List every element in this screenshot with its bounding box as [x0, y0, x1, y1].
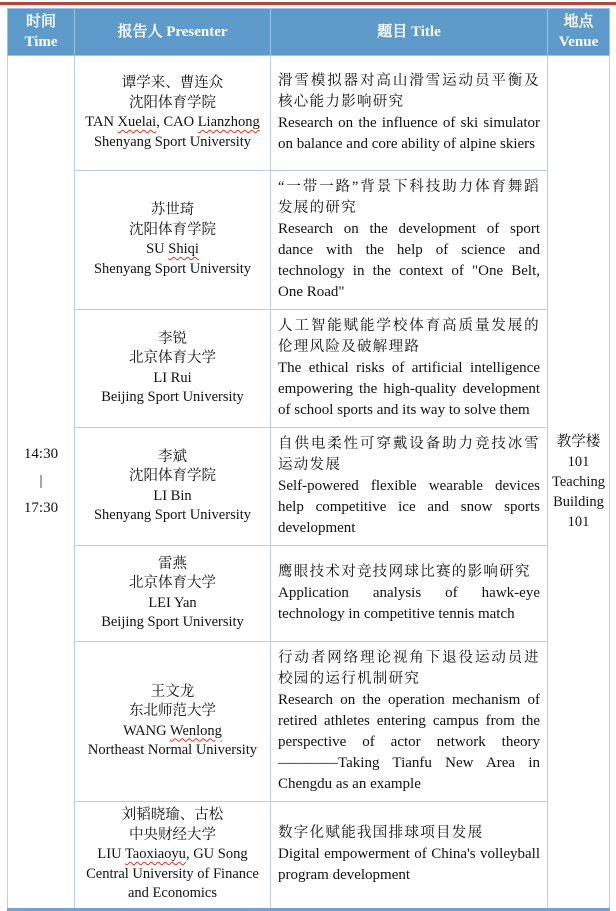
- presenter-cell: [75, 171, 271, 310]
- presenter-line: [77, 133, 268, 153]
- presenter-text: Beijing Sport University: [101, 614, 244, 630]
- presenter-line: [77, 806, 268, 826]
- col-header-presenter: 报告人 Presenter: [75, 9, 271, 56]
- presenter-line: [77, 574, 268, 594]
- presenter-line: [77, 741, 268, 761]
- col-header-venue-zh: 地点: [563, 14, 594, 30]
- presenter-line: [77, 201, 268, 221]
- presenter-text: 李斌: [158, 448, 187, 465]
- presenter-line: [77, 506, 268, 526]
- presenter-text: , CAO: [156, 114, 198, 130]
- presenter-text: SU: [146, 241, 169, 257]
- presenter-line: [77, 594, 268, 614]
- presenter-line: [77, 448, 268, 468]
- title-cell: [271, 642, 548, 802]
- time-start: 14:30: [23, 446, 59, 463]
- presenter-text: LI Bin: [153, 487, 192, 504]
- title-cell: [271, 546, 548, 642]
- presenter-text: Shenyang Sport University: [93, 133, 252, 150]
- presenter-text: Shenyang Sport University: [93, 507, 252, 523]
- title-chinese: 滑雪模拟器对高山滑雪运动员平衡及核心能力影响研究: [278, 73, 540, 110]
- title-chinese: 鹰眼技术对竞技网球比赛的影响研究: [278, 564, 531, 580]
- presenter-line: [77, 260, 268, 280]
- presenter-line: [77, 113, 268, 133]
- presenter-cell: [75, 802, 271, 910]
- presenter-line: [77, 240, 268, 260]
- presenter-text: 北京体育大学: [129, 350, 216, 366]
- title-cell: [271, 428, 548, 546]
- presenter-line: [77, 467, 268, 487]
- presenter-text: 雷燕: [158, 555, 187, 572]
- presenter-line: [77, 74, 268, 94]
- presenter-text: 北京体育大学: [129, 575, 216, 591]
- col-header-time: [8, 9, 75, 56]
- presenter-line: [77, 330, 268, 350]
- presenter-line: [77, 845, 268, 865]
- title-english: The ethical risks of artificial intelligence empowering the high-quality development of school sports and its way to solve them: [278, 360, 540, 418]
- presenter-text: 沈阳体育学院: [129, 94, 216, 111]
- col-header-time-zh: 时间: [25, 14, 56, 30]
- title-cell: [271, 171, 548, 310]
- presenter-line: [77, 865, 268, 904]
- time-separator: |: [39, 473, 43, 490]
- presenter-cell: [75, 546, 271, 642]
- presenter-text: WANG: [123, 722, 170, 739]
- title-english: Self-powered flexible wearable devices help competitive ice and snow sports development: [278, 478, 540, 536]
- presenter-line: [77, 555, 268, 575]
- title-english: Application analysis of hawk-eye technology in competitive tennis match: [278, 585, 540, 622]
- presenter-text: 刘韬晓瑜、古松: [121, 807, 224, 823]
- col-header-title: 题目 Title: [271, 9, 548, 56]
- col-header-venue: [548, 9, 610, 56]
- misspelled-word: Wenlong: [169, 722, 222, 739]
- presenter-text: Beijing Sport University: [101, 389, 244, 405]
- title-cell: [271, 310, 548, 428]
- misspelled-word: Taoxiaoyu: [124, 846, 186, 862]
- misspelled-word: Lianzhong: [197, 114, 260, 130]
- title-cell: [271, 56, 548, 171]
- table-row: [8, 546, 610, 642]
- presenter-line: [77, 369, 268, 389]
- presenter-text: Central University of Finance and Economics: [86, 865, 259, 901]
- table-row: [8, 428, 610, 546]
- presenter-line: [77, 349, 268, 369]
- presenter-text: TAN: [85, 114, 118, 130]
- title-english: Research on the influence of ski simulator on balance and core ability of alpine skiers: [278, 115, 540, 152]
- presenter-line: [77, 683, 268, 703]
- title-english: Digital empowerment of China's volleyball program development: [278, 846, 540, 884]
- table-row: [8, 56, 610, 171]
- venue-cell: [548, 56, 610, 910]
- title-cell: [271, 802, 548, 910]
- presenter-cell: [75, 310, 271, 428]
- presenter-line: [77, 702, 268, 722]
- presenter-text: 中央财经大学: [129, 826, 216, 843]
- col-header-venue-en: Venue: [558, 34, 599, 50]
- table-row: [8, 310, 610, 428]
- title-chinese: 数字化赋能我国排球项目发展: [278, 825, 484, 842]
- presenter-text: 苏世琦: [150, 202, 195, 218]
- presenter-text: LI Rui: [153, 369, 192, 386]
- presenter-text: LIU: [97, 846, 125, 862]
- presenter-cell: [75, 642, 271, 802]
- table-row: [8, 802, 610, 910]
- header-row: [8, 9, 610, 56]
- presenter-text: , GU Song: [185, 846, 248, 862]
- title-english: Research on the development of sport dance with the help of science and technology in the context of "One Belt, One Road": [278, 221, 540, 300]
- presenter-line: [77, 487, 268, 507]
- page-top-border-gap: [0, 5, 616, 7]
- time-cell: [8, 56, 75, 910]
- presenter-text: 王文龙: [150, 683, 195, 700]
- presenter-text: 沈阳体育学院: [129, 468, 216, 484]
- title-chinese: 自供电柔性可穿戴设备助力竞技冰雪运动发展: [278, 436, 540, 473]
- presenter-line: [77, 613, 268, 633]
- presenter-cell: [75, 56, 271, 171]
- presenter-line: [77, 722, 268, 742]
- presenter-text: Shenyang Sport University: [93, 260, 252, 277]
- title-chinese: 人工智能赋能学校体育高质量发展的伦理风险及破解理路: [278, 318, 540, 355]
- table-row: [8, 642, 610, 802]
- misspelled-word: Shiqi: [168, 241, 199, 257]
- venue-en: Teaching Building 101: [552, 473, 605, 530]
- title-english: Research on the operation mechanism of retired athletes entering campus from the perspective of actor network theory————Taking Tianfu New Area in Chengdu as an example: [278, 692, 540, 792]
- venue-zh: 教学楼101: [556, 433, 601, 470]
- presenter-text: Northeast Normal University: [87, 742, 258, 758]
- presenter-text: 李锐: [158, 330, 187, 347]
- table-row: [8, 171, 610, 310]
- presenter-line: [77, 221, 268, 241]
- presenter-text: LEI Yan: [148, 594, 197, 611]
- title-chinese: 行动者网络理论视角下退役运动员进校园的运行机制研究: [278, 650, 540, 687]
- presenter-text: 东北师范大学: [129, 703, 216, 719]
- presenter-cell: [75, 428, 271, 546]
- presenter-text: 谭学来、曹连众: [121, 75, 224, 91]
- col-header-time-en: Time: [24, 34, 58, 50]
- presenter-line: [77, 388, 268, 408]
- time-end: 17:30: [23, 500, 59, 517]
- presenter-line: [77, 94, 268, 114]
- presenter-text: 沈阳体育学院: [129, 221, 216, 238]
- title-chinese: “一带一路”背景下科技助力体育舞蹈发展的研究: [278, 179, 540, 216]
- presenter-line: [77, 826, 268, 846]
- misspelled-word: Xuelai: [117, 114, 157, 130]
- session-schedule-table: [7, 8, 610, 911]
